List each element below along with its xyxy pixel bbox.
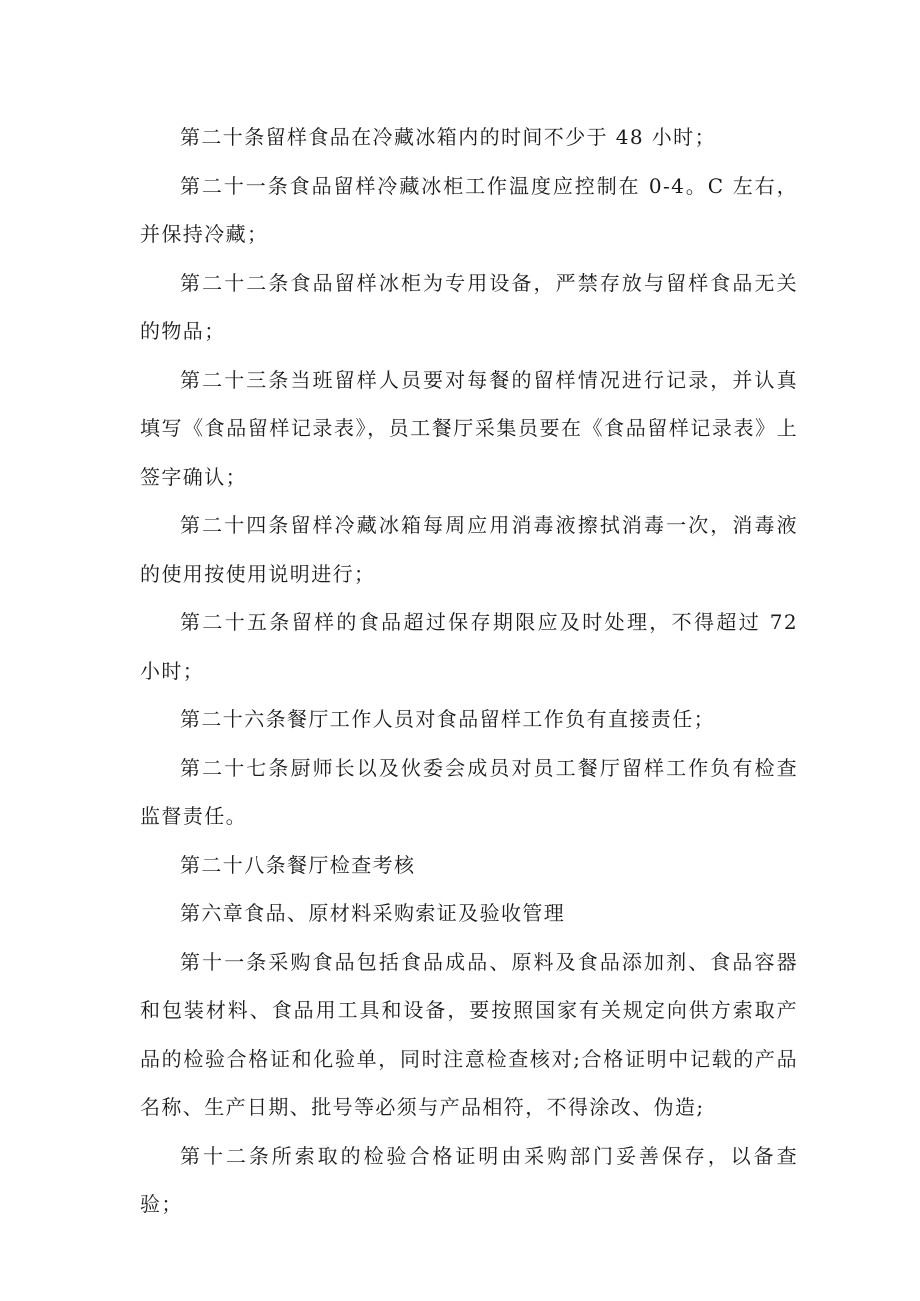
chapter-6-heading: 第六章食品、原材料采购索证及验收管理 — [180, 901, 566, 925]
article-20-paragraph: 第二十条留样食品在冷藏冰箱内的时间不少于 48 小时； — [180, 125, 716, 149]
article-23-paragraph: 第二十三条当班留样人员要对每餐的留样情况进行记录，并认真填写《食品留样记录表》，员工餐厅采集员要在《食品留样记录表》上签字确认； — [140, 367, 798, 489]
article-21-paragraph: 第二十一条食品留样冷藏冰柜工作温度应控制在 0-4。C 左右，并保持冷藏； — [140, 173, 798, 246]
article-26-paragraph: 第二十六条餐厅工作人员对食品留样工作负有直接责任； — [180, 707, 715, 731]
article-27-paragraph: 第二十七条厨师长以及伙委会成员对员工餐厅留样工作负有检查监督责任。 — [140, 755, 798, 828]
article-25-paragraph: 第二十五条留样的食品超过保存期限应及时处理，不得超过 72 小时； — [140, 610, 798, 683]
document-body — [140, 113, 798, 1229]
article-22-paragraph: 第二十二条食品留样冰柜为专用设备，严禁存放与留样食品无关的物品； — [140, 270, 798, 343]
article-24-paragraph: 第二十四条留样冷藏冰箱每周应用消毒液擦拭消毒一次，消毒液的使用按使用说明进行； — [140, 513, 798, 586]
article-11-paragraph: 第十一条采购食品包括食品成品、原料及食品添加剂、食品容器和包装材料、食品用工具和设备，要按照国家有关规定向供方索取产品的检验合格证和化验单，同时注意检查核对;合格证明中记载的产品名称、生产日期、批号等必须与产品相符，不得涂改、伪造; — [140, 949, 798, 1119]
article-12-paragraph: 第十二条所索取的检验合格证明由采购部门妥善保存，以备查验； — [140, 1143, 798, 1216]
article-28-paragraph: 第二十八条餐厅检查考核 — [180, 852, 416, 877]
